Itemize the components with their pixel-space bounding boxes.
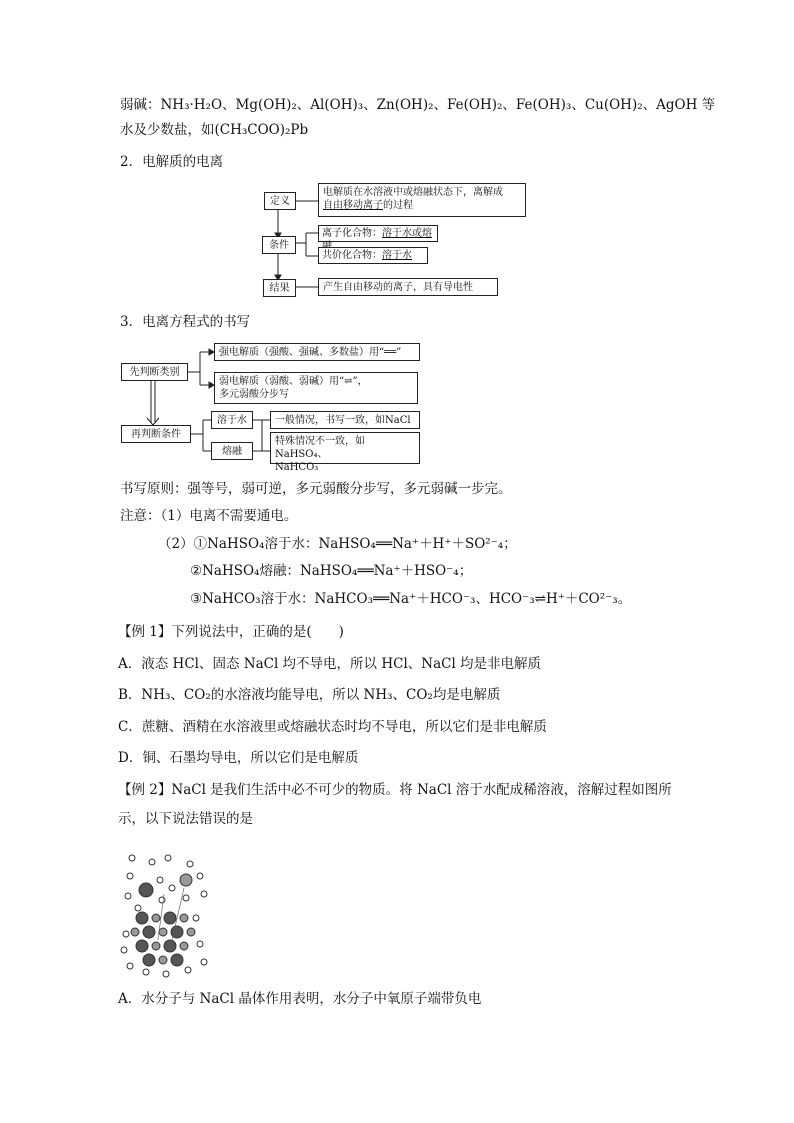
first-judge-label: 先判断类别 [129, 366, 180, 378]
ionic-compound-condition: 溶于水或熔 [382, 228, 432, 239]
example-2-option-a: A．水分子与 NaCl 晶体作用表明，水分子中氧原子端带负电 [118, 991, 482, 1007]
special-case-text-cont: NaHCO₃ [275, 462, 319, 473]
strong-electrolyte-text: 强电解质（强酸、强碱、多数盐）用“══” [219, 347, 402, 358]
example-2-stem-cont: 示，以下说法错误的是 [118, 811, 253, 827]
condition-label: 条件 [269, 239, 289, 251]
covalent-compound-condition: 溶于水 [382, 250, 412, 261]
definition-key-term: 自由移动离子 [323, 200, 383, 211]
example-1-option-c: C．蔗糖、酒精在水溶液里或熔融状态时均不导电，所以它们是非电解质 [118, 719, 547, 735]
molten-label: 熔融 [222, 445, 242, 457]
weak-base-line: 弱碱：NH₃·H₂O、Mg(OH)₂、Al(OH)₃、Zn(OH)₂、Fe(OH)₂、Fe(OH)₃、Cu(OH)₂、AgOH 等 [120, 97, 716, 113]
note-3: ②NaHSO₄熔融：NaHSO₄══Na⁺＋HSO⁻₄； [190, 563, 473, 579]
note-2: （2）①NaHSO₄溶于水：NaHSO₄══Na⁺＋H⁺＋SO²⁻₄； [158, 536, 517, 552]
definition-label: 定义 [270, 195, 290, 207]
note-1: 注意：（1）电离不需要通电。 [120, 508, 298, 524]
weak-electrolyte-text-cont: 多元弱酸分步写 [219, 389, 289, 400]
example-1-option-d: D．铜、石墨均导电，所以它们是电解质 [118, 750, 359, 766]
special-case-text: 特殊情况不一致，如NaHSO₄、 [275, 436, 365, 460]
covalent-compound-label: 共价化合物： [322, 250, 382, 261]
nacl-crystal-lattice [131, 912, 195, 966]
definition-text: 电解质在水溶液中或熔融状态下，离解成 [323, 187, 503, 198]
section-3-heading: 3．电离方程式的书写 [120, 314, 251, 330]
example-1-option-b: B．NH₃、CO₂的水溶液均能导电，所以 NH₃、CO₂均是电解质 [118, 687, 501, 703]
section-2-heading: 2．电解质的电离 [120, 154, 224, 170]
example-1-option-a: A．液态 HCl、固态 NaCl 均不导电，所以 HCl、NaCl 均是非电解质 [118, 656, 542, 672]
dissolve-in-water-label: 溶于水 [217, 414, 247, 426]
weak-base-line-cont: 水及少数盐，如(CH₃COO)₂Pb [120, 122, 309, 138]
general-case-text: 一般情况，书写一致，如NaCl [275, 415, 411, 426]
second-judge-label: 再判断条件 [131, 428, 181, 440]
weak-electrolyte-text: 弱电解质（弱酸、弱碱）用“⇌”， [219, 376, 368, 387]
result-label: 结果 [269, 282, 290, 294]
example-2-stem: 【例 2】NaCl 是我们生活中必不可少的物质。将 NaCl 溶于水配成稀溶液，溶解过程如图所 [118, 782, 672, 798]
example-1-stem: 【例 1】下列说法中，正确的是( ) [118, 624, 344, 640]
definition-text-end: 的过程 [383, 200, 413, 211]
ionic-compound-label: 离子化合物： [322, 228, 382, 239]
result-text: 产生自由移动的离子，具有导电性 [323, 282, 473, 293]
writing-principle: 书写原则：强等号，弱可逆，多元弱酸分步写，多元弱碱一步完。 [120, 481, 512, 497]
note-4: ③NaHCO₃溶于水：NaHCO₃══Na⁺＋HCO⁻₃、HCO⁻₃⇌H⁺＋CO²⁻₃。 [190, 591, 632, 607]
